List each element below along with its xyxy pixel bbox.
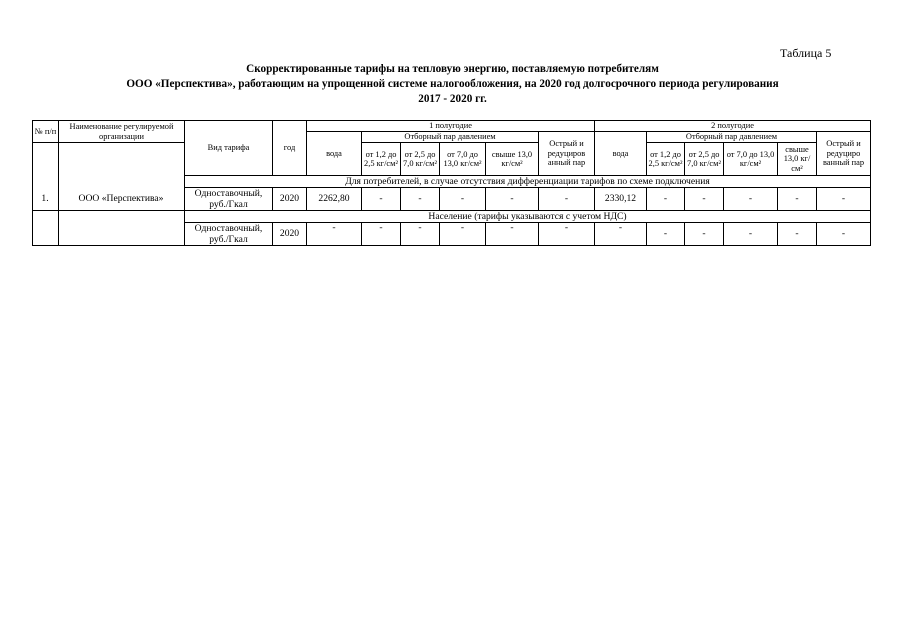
cell-h2-p3: - — [724, 188, 778, 211]
cell-h2-p2: - — [685, 188, 724, 211]
col-header-h1-sharp: Острый и редуциров анный пар — [539, 132, 595, 176]
col-header-h1-p2: от 2,5 до 7,0 кг/см² — [401, 143, 440, 176]
cell-h1-p2: - — [401, 223, 440, 246]
document-title — [50, 62, 855, 107]
cell-h1-sharp: - — [539, 188, 595, 211]
cell-h1-p1: - — [362, 223, 401, 246]
cell-h2-p1: - — [647, 188, 685, 211]
header-row-3 — [33, 143, 871, 151]
title-line-2: ООО «Перспектива», работающим на упрощенной системе налогообложения, на 2020 год долгосрочного периода регулирования — [126, 78, 779, 90]
cell-h1-p4: - — [486, 188, 539, 211]
cell-h2-water: - — [595, 223, 647, 246]
header-row-1 — [33, 121, 871, 132]
col-header-h2-p1: от 1,2 до 2,5 кг/см² — [647, 143, 685, 176]
cell-h1-sharp: - — [539, 223, 595, 246]
row-org-lower — [59, 211, 185, 246]
tariff-table — [32, 120, 871, 246]
cell-h1-p3: - — [440, 188, 486, 211]
col-header-h1-water: вода — [307, 132, 362, 176]
col-header-h2-p2: от 2,5 до 7,0 кг/см² — [685, 143, 724, 176]
row-number: 1. — [41, 193, 49, 204]
col-header-h1-p4: свыше 13,0 кг/см² — [486, 143, 539, 176]
cell-h1-p3: - — [440, 223, 486, 246]
section-label-1: Для потребителей, в случае отсутствия дифференциации тарифов по схеме подключения — [185, 176, 871, 188]
cell-h2-p2: - — [685, 223, 724, 246]
col-header-half1: 1 полугодие — [307, 121, 595, 132]
cell-h2-p4: - — [778, 188, 817, 211]
col-header-h2-steam: Отборный пар давлением — [647, 132, 817, 143]
cell-h1-water: 2262,80 — [307, 188, 362, 211]
cell-h2-p4: - — [778, 223, 817, 246]
table-number-label: Таблица 5 — [780, 46, 832, 60]
cell-h2-p1: - — [647, 223, 685, 246]
section-label-2: Население (тарифы указываются с учетом НДС) — [185, 211, 871, 223]
col-header-h1-steam: Отборный пар давлением — [362, 132, 539, 143]
col-header-tariff-type: Вид тарифа — [185, 121, 273, 176]
row-tariff-type: Одноставочный, руб./Гкал — [185, 188, 273, 211]
cell-h2-sharp: - — [817, 188, 871, 211]
col-header-h2-sharp: Острый и редуциро ванный пар — [817, 132, 871, 176]
cell-h2-p3: - — [724, 223, 778, 246]
cell-h1-p4: - — [486, 223, 539, 246]
cell-h2-sharp: - — [817, 223, 871, 246]
col-header-org: Наименование регулируемой организации — [59, 121, 185, 143]
row-year: 2020 — [273, 188, 307, 211]
cell-h1-water: - — [307, 223, 362, 246]
col-header-h2-water: вода — [595, 132, 647, 176]
cell-h1-p1: - — [362, 188, 401, 211]
organization-name: ООО «Перспектива» — [78, 193, 164, 204]
title-line-3: 2017 - 2020 гг. — [418, 93, 487, 105]
col-header-num: № п/п — [33, 121, 59, 143]
col-header-h2-p3: от 7,0 до 13,0 кг/см² — [724, 143, 778, 176]
col-header-h1-p1: от 1,2 до 2,5 кг/см² — [362, 143, 401, 176]
row-num-lower — [33, 211, 59, 246]
col-header-half2: 2 полугодие — [595, 121, 871, 132]
row-tariff-type: Одноставочный, руб./Гкал — [185, 223, 273, 246]
cell-h1-p2: - — [401, 188, 440, 211]
row-year: 2020 — [273, 223, 307, 246]
cell-h2-water: 2330,12 — [595, 188, 647, 211]
col-header-h1-p3: от 7,0 до 13,0 кг/см² — [440, 143, 486, 176]
title-line-1: Скорректированные тарифы на тепловую энергию, поставляемую потребителям — [246, 63, 659, 75]
col-header-year: год — [273, 121, 307, 176]
section-row-2 — [33, 211, 871, 223]
col-header-h2-p4: свыше 13,0 кг/см² — [778, 143, 817, 176]
